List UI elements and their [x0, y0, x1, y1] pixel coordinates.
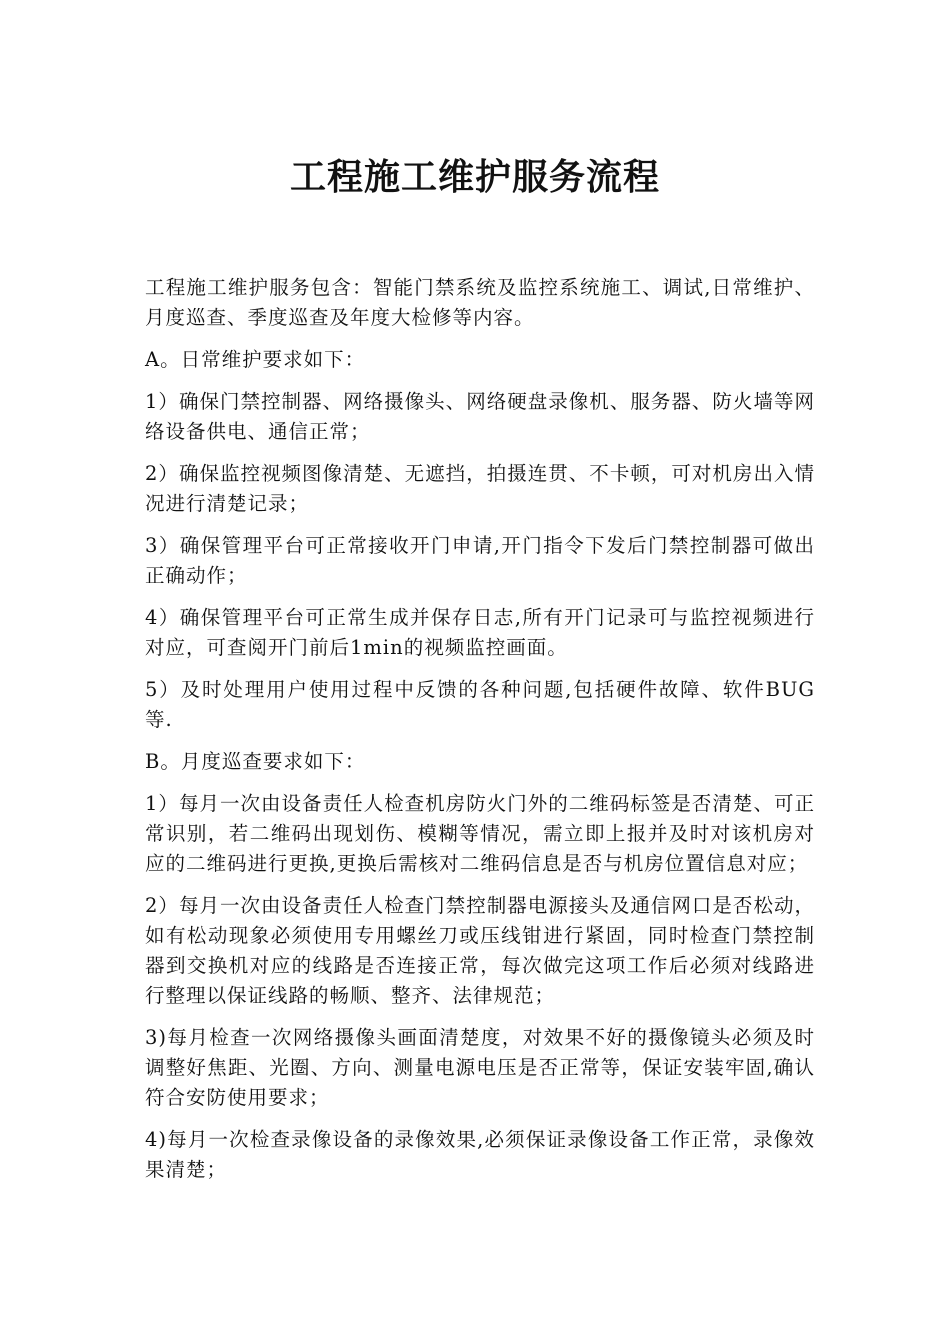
daily-item-3: 3）确保管理平台可正常接收开门申请,开门指令下发后门禁控制器可做出正确动作； [145, 534, 815, 587]
monthly-item-2: 2）每月一次由设备责任人检查门禁控制器电源接头及通信网口是否松动，如有松动现象必须使用专用螺丝刀或压线钳进行紧固，同时检查门禁控制器到交换机对应的线路是否连接正常，每次做完这项工作后必须对线路进行整理以保证线路的畅顺、整齐、法律规范； [145, 894, 815, 1007]
daily-item-4: 4）确保管理平台可正常生成并保存日志,所有开门记录可与监控视频进行对应，可查阅开门前后1min的视频监控画面。 [145, 606, 815, 659]
daily-item-5: 5）及时处理用户使用过程中反馈的各种问题,包括硬件故障、软件BUG等. [145, 678, 815, 731]
intro-paragraph: 工程施工维护服务包含：智能门禁系统及监控系统施工、调试,日常维护、月度巡查、季度巡查及年度大检修等内容。 [145, 276, 815, 329]
daily-item-2: 2）确保监控视频图像清楚、无遮挡，拍摄连贯、不卡顿，可对机房出入情况进行清楚记录； [145, 462, 815, 515]
section-heading-daily: A。日常维护要求如下： [145, 348, 366, 371]
daily-item-1: 1）确保门禁控制器、网络摄像头、网络硬盘录像机、服务器、防火墙等网络设备供电、通信正常； [145, 390, 815, 443]
document-title: 工程施工维护服务流程 [289, 156, 660, 198]
monthly-item-1: 1）每月一次由设备责任人检查机房防火门外的二维码标签是否清楚、可正常识别，若二维码出现划伤、模糊等情况，需立即上报并及时对该机房对应的二维码进行更换,更换后需核对二维码信息是否与机房位置信息对应； [145, 792, 815, 875]
document-body [145, 273, 815, 1197]
monthly-item-3: 3)每月检查一次网络摄像头画面清楚度，对效果不好的摄像镜头必须及时调整好焦距、光圈、方向、测量电源电压是否正常等，保证安装牢固,确认符合安防使用要求； [145, 1026, 815, 1109]
section-heading-monthly: B。月度巡查要求如下： [145, 750, 366, 773]
monthly-item-4: 4)每月一次检查录像设备的录像效果,必须保证录像设备工作正常，录像效果清楚； [145, 1128, 815, 1181]
